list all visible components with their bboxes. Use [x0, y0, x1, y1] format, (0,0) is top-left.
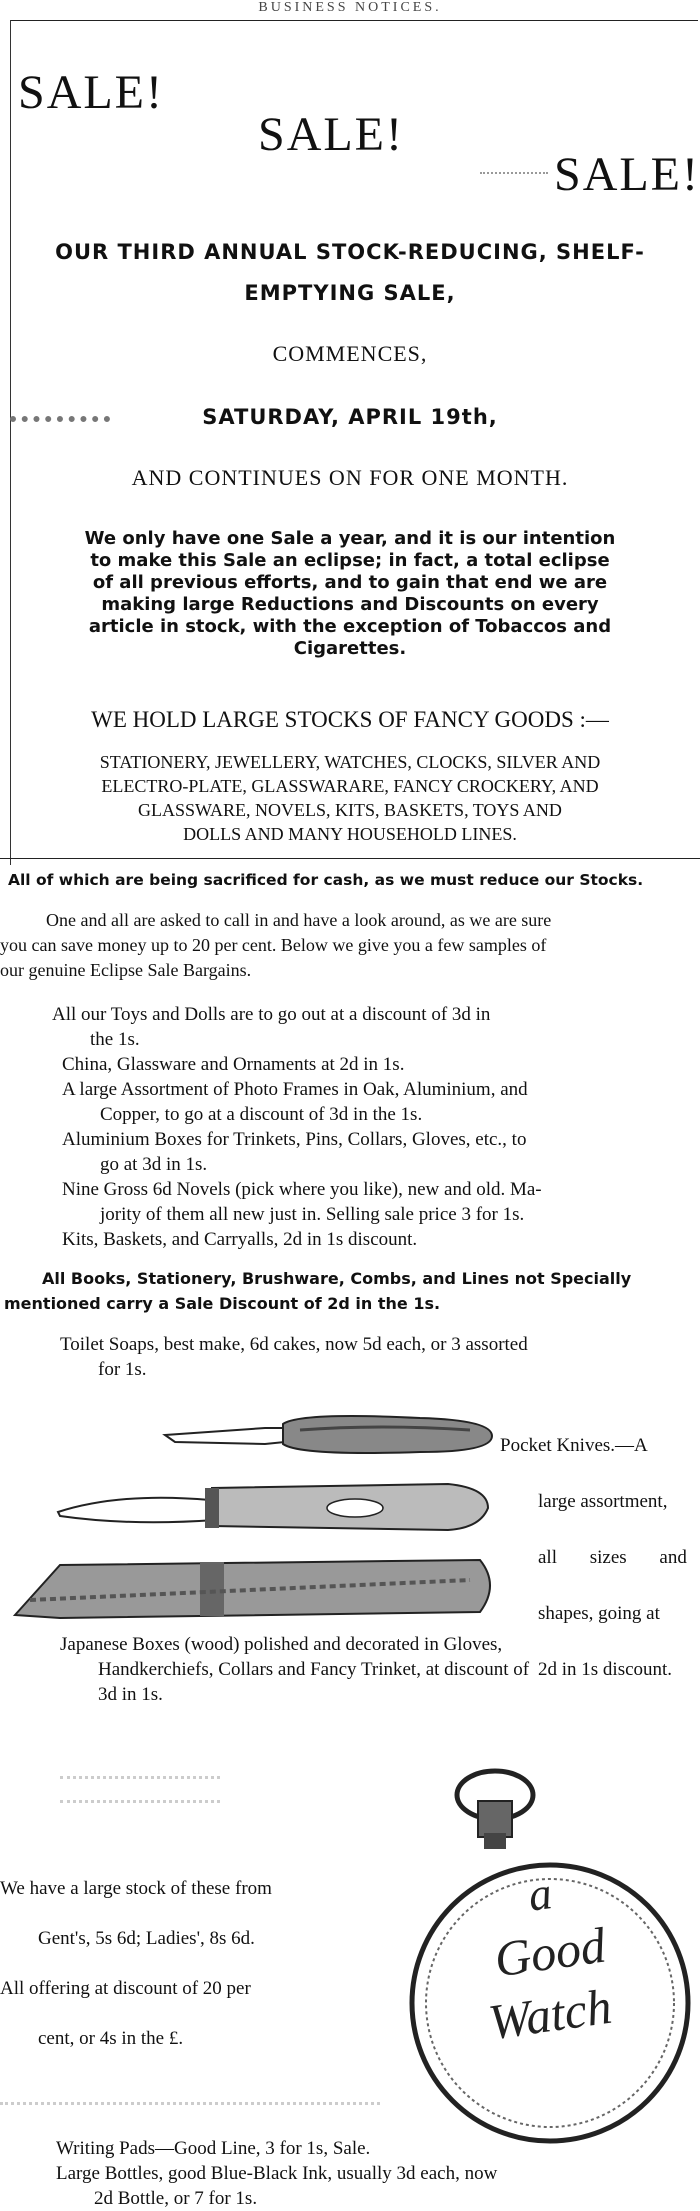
watches-text [0, 1864, 380, 2064]
watch-lettering [440, 1865, 660, 2051]
intro-paragraph [60, 528, 640, 660]
bargains-list [52, 1002, 652, 1252]
headline-line-1: OUR THIRD ANNUAL STOCK-REDUCING, SHELF- [55, 240, 645, 264]
smudge [60, 1800, 220, 1803]
knife-icon [165, 1416, 492, 1453]
japanese-line: Japanese Boxes (wood) polished and decorated in Gloves, [60, 1634, 503, 1655]
intro-line: We only have one Sale a year, and it is our intention [84, 528, 616, 549]
list-item [56, 2161, 696, 2211]
smudge [60, 1776, 220, 1779]
watches-line: We have a large stock of these from [0, 1878, 272, 1899]
list-item [52, 1177, 652, 1227]
sale-date: SATURDAY, APRIL 19th, [202, 405, 498, 429]
japanese-line: 3d in 1s. [98, 1684, 163, 1705]
intro-line: article in stock, with the exception of Tobaccos and [88, 616, 612, 637]
list-item [52, 1127, 652, 1177]
knives-line: 2d in 1s discount. [538, 1659, 673, 1680]
watch-word: Watch [485, 1977, 615, 2051]
section-rule [0, 858, 700, 859]
smudge [480, 172, 548, 174]
japanese-line: Handkerchiefs, Collars and Fancy Trinket, at discount of [98, 1659, 530, 1680]
pocket-knives-illustration [0, 1400, 505, 1630]
bargain-line: Aluminium Boxes for Trinkets, Pins, Collars, Gloves, etc., to [62, 1129, 527, 1150]
soaps-notice [60, 1332, 680, 1382]
smudge [0, 2102, 380, 2105]
bargain-line: All our Toys and Dolls are to go out at a discount of 3d in [52, 1004, 491, 1025]
sacrificed-notice: All of which are being sacrificed for cash, as we must reduce our Stocks. [8, 871, 644, 889]
writing-line: 2d Bottle, or 7 for 1s. [94, 2188, 258, 2209]
list-item [52, 1227, 652, 1252]
books-line: All Books, Stationery, Brushware, Combs, and Lines not Specially [42, 1269, 632, 1288]
call-line: our genuine Eclipse Sale Bargains. [0, 960, 252, 980]
stocks-line: STATIONERY, JEWELLERY, WATCHES, CLOCKS, SILVER AND [99, 752, 601, 772]
section-title: BUSINESS NOTICES. [258, 0, 442, 15]
stocks-line: ELECTRO-PLATE, GLASSWARARE, FANCY CROCKERY, AND [101, 776, 599, 796]
intro-line: of all previous efforts, and to gain that end we are [92, 572, 608, 593]
call-paragraph [0, 908, 700, 983]
stocks-line: GLASSWARE, NOVELS, KITS, BASKETS, TOYS AND [138, 800, 562, 820]
call-line: you can save money up to 20 per cent. Below we give you a few samples of [0, 935, 547, 955]
bargain-line: Kits, Baskets, and Carryalls, 2d in 1s discount. [62, 1229, 418, 1250]
stocks-list [0, 750, 700, 846]
bargain-line: go at 3d in 1s. [100, 1154, 208, 1175]
left-column-rule [10, 20, 11, 865]
bargain-line: China, Glassware and Ornaments at 2d in 1s. [62, 1054, 405, 1075]
stocks-line: DOLLS AND MANY HOUSEHOLD LINES. [183, 824, 517, 844]
watches-line: All offering at discount of 20 per [0, 1978, 251, 1999]
call-line: One and all are asked to call in and have a look around, as we are sure [46, 910, 552, 930]
watches-line: Gent's, 5s 6d; Ladies', 8s 6d. [38, 1928, 255, 1949]
writing-notices [56, 2136, 696, 2211]
knives-line: Pocket Knives.—A [500, 1435, 648, 1456]
knife-icon [15, 1560, 490, 1618]
intro-line: Cigarettes. [293, 638, 407, 659]
knives-line: shapes, going at [538, 1603, 660, 1624]
bargain-line: A large Assortment of Photo Frames in Oak, Aluminium, and [62, 1079, 528, 1100]
knife-icon [58, 1484, 488, 1530]
list-item [52, 1052, 652, 1077]
sale-word-2: SALE! [258, 108, 404, 161]
headline-line-2: EMPTYING SALE, [244, 281, 456, 305]
soaps-line: for 1s. [98, 1359, 147, 1380]
bargain-line: Nine Gross 6d Novels (pick where you like), new and old. Ma- [62, 1179, 542, 1200]
list-item [52, 1002, 652, 1052]
knives-line: all sizes and [538, 1547, 687, 1568]
watches-line: cent, or 4s in the £. [38, 2028, 184, 2049]
bargain-line: jority of them all new just in. Selling sale price 3 for 1s. [100, 1204, 525, 1225]
watch-word: a [525, 1867, 555, 1921]
watch-word: Good [491, 1916, 609, 1988]
commences: COMMENCES, [272, 341, 428, 366]
knives-line: large assortment, [538, 1491, 668, 1512]
sale-word-3: SALE! [554, 148, 700, 201]
bargain-line: Copper, to go at a discount of 3d in the 1s. [100, 1104, 423, 1125]
books-notice [4, 1266, 698, 1316]
intro-line: to make this Sale an eclipse; in fact, a total eclipse [90, 550, 610, 571]
writing-line: Large Bottles, good Blue-Black Ink, usually 3d each, now [56, 2163, 498, 2184]
header-rule [10, 20, 698, 21]
stocks-heading: WE HOLD LARGE STOCKS OF FANCY GOODS :— [91, 707, 609, 732]
list-item [52, 1077, 652, 1127]
bargain-line: the 1s. [90, 1029, 140, 1050]
continues-line: AND CONTINUES ON FOR ONE MONTH. [131, 465, 569, 490]
intro-line: making large Reductions and Discounts on every [101, 594, 599, 615]
books-line: mentioned carry a Sale Discount of 2d in the 1s. [4, 1294, 441, 1313]
soaps-line: Toilet Soaps, best make, 6d cakes, now 5d each, or 3 assorted [60, 1334, 528, 1355]
sale-word-1: SALE! [18, 66, 164, 119]
writing-line: Writing Pads—Good Line, 3 for 1s, Sale. [56, 2138, 371, 2159]
list-item [56, 2136, 696, 2161]
japanese-boxes-notice [60, 1632, 680, 1707]
